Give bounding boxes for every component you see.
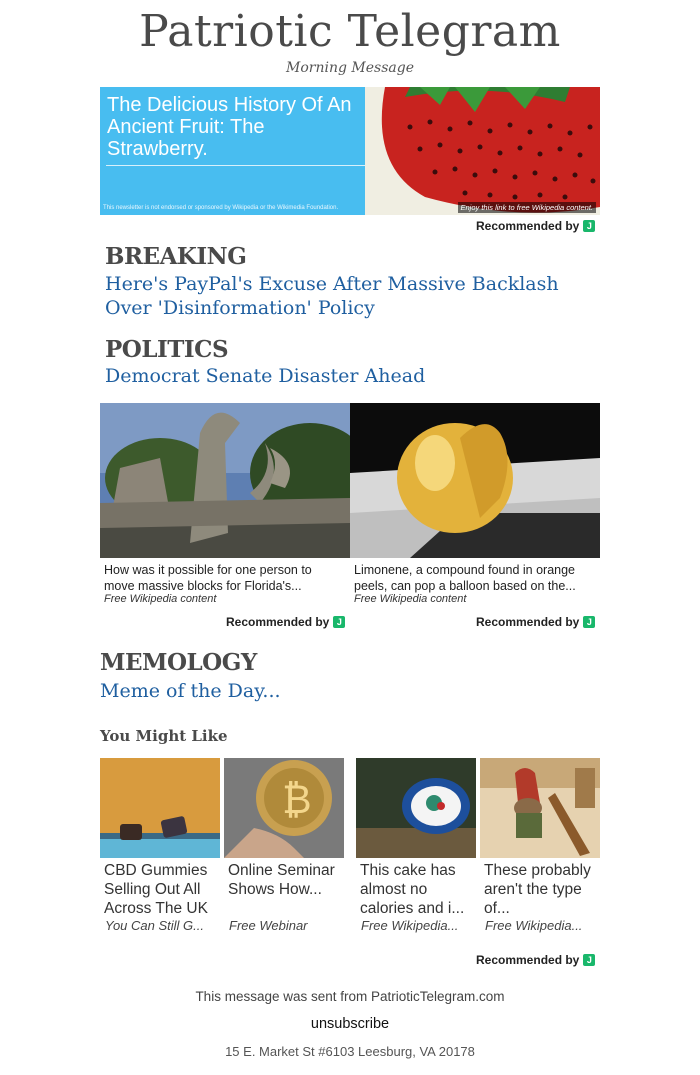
yml-image-cbd[interactable] xyxy=(100,758,220,858)
hero-divider xyxy=(106,165,374,166)
jeeng-logo-icon: J xyxy=(333,616,345,628)
card-text[interactable]: How was it possible for one person to move massive blocks for Florida's... xyxy=(104,563,312,593)
masthead-subtitle: Morning Message xyxy=(286,60,414,76)
svg-text:₿: ₿ xyxy=(282,777,312,823)
hero-title[interactable]: The Delicious History Of An Ancient Fruit: The Strawberry. xyxy=(107,94,352,160)
recommended-label: Recommended by xyxy=(476,615,580,629)
strawberry-illustration xyxy=(365,87,600,215)
recommended-label: Recommended by xyxy=(476,953,580,967)
card-image-balloon[interactable] xyxy=(350,403,600,558)
card-image-coral-castle[interactable] xyxy=(100,403,350,558)
coral-castle-illustration xyxy=(100,403,350,558)
masthead-title: Patriotic Telegram xyxy=(139,6,561,57)
footer-sent-from: This message was sent from PatrioticTelegram.com xyxy=(195,989,505,1004)
recommended-by-hero[interactable] xyxy=(476,219,595,233)
yml-item-source: Free Wikipedia... xyxy=(485,918,583,933)
politics-heading: POLITICS xyxy=(105,336,229,363)
yml-item-source: Free Wikipedia... xyxy=(361,918,459,933)
jeeng-logo-icon: J xyxy=(583,616,595,628)
card-text[interactable]: Limonene, a compound found in orange peels, can pop a balloon based on the... xyxy=(354,563,576,593)
politics-link[interactable]: Democrat Senate Disaster Ahead xyxy=(105,365,426,387)
jeeng-logo-icon: J xyxy=(583,954,595,966)
yml-item-source: You Can Still G... xyxy=(105,918,204,933)
gnome-illustration xyxy=(480,758,600,858)
hero-disclaimer: This newsletter is not endorsed or sponsored by Wikipedia or the Wikimedia Foundation. xyxy=(103,205,339,211)
yml-image-cake[interactable] xyxy=(356,758,476,858)
hero-caption[interactable]: Enjoy this link to free Wikipedia content. xyxy=(458,202,597,213)
recommended-by-card[interactable] xyxy=(226,615,345,629)
yml-item-source: Free Webinar xyxy=(229,918,308,933)
breaking-heading: BREAKING xyxy=(105,243,247,270)
yml-item-text[interactable]: This cake has almost no calories and i... xyxy=(360,862,465,917)
breaking-link[interactable]: Here's PayPal's Excuse After Massive Backlash Over 'Disinformation' Policy xyxy=(105,273,559,319)
jeeng-logo-icon: J xyxy=(583,220,595,232)
recommended-label: Recommended by xyxy=(226,615,330,629)
cbd-gummies-illustration xyxy=(100,758,220,858)
recommended-label: Recommended by xyxy=(476,219,580,233)
card-source: Free Wikipedia content xyxy=(354,593,467,605)
strawberry-image[interactable] xyxy=(365,87,600,215)
you-might-like-heading: You Might Like xyxy=(100,727,228,745)
yml-image-bitcoin[interactable] xyxy=(224,758,344,858)
yml-item-text[interactable]: CBD Gummies Selling Out All Across The UK xyxy=(104,862,208,917)
memology-heading: MEMOLOGY xyxy=(100,649,257,676)
hero-ad[interactable] xyxy=(100,87,600,215)
bitcoin-illustration xyxy=(224,758,344,858)
unsubscribe-link[interactable]: unsubscribe xyxy=(310,1016,390,1032)
recommended-by-yml[interactable] xyxy=(476,953,595,967)
card-source: Free Wikipedia content xyxy=(104,593,217,605)
footer-address: 15 E. Market St #6103 Leesburg, VA 20178 xyxy=(225,1044,475,1059)
yml-item-text[interactable]: These probably aren't the type of... xyxy=(484,862,591,917)
yml-image-gnome[interactable] xyxy=(480,758,600,858)
recommended-by-card[interactable] xyxy=(476,615,595,629)
memology-link[interactable]: Meme of the Day... xyxy=(100,680,281,702)
balloon-illustration xyxy=(350,403,600,558)
cake-illustration xyxy=(356,758,476,858)
yml-item-text[interactable]: Online Seminar Shows How... xyxy=(228,862,335,898)
